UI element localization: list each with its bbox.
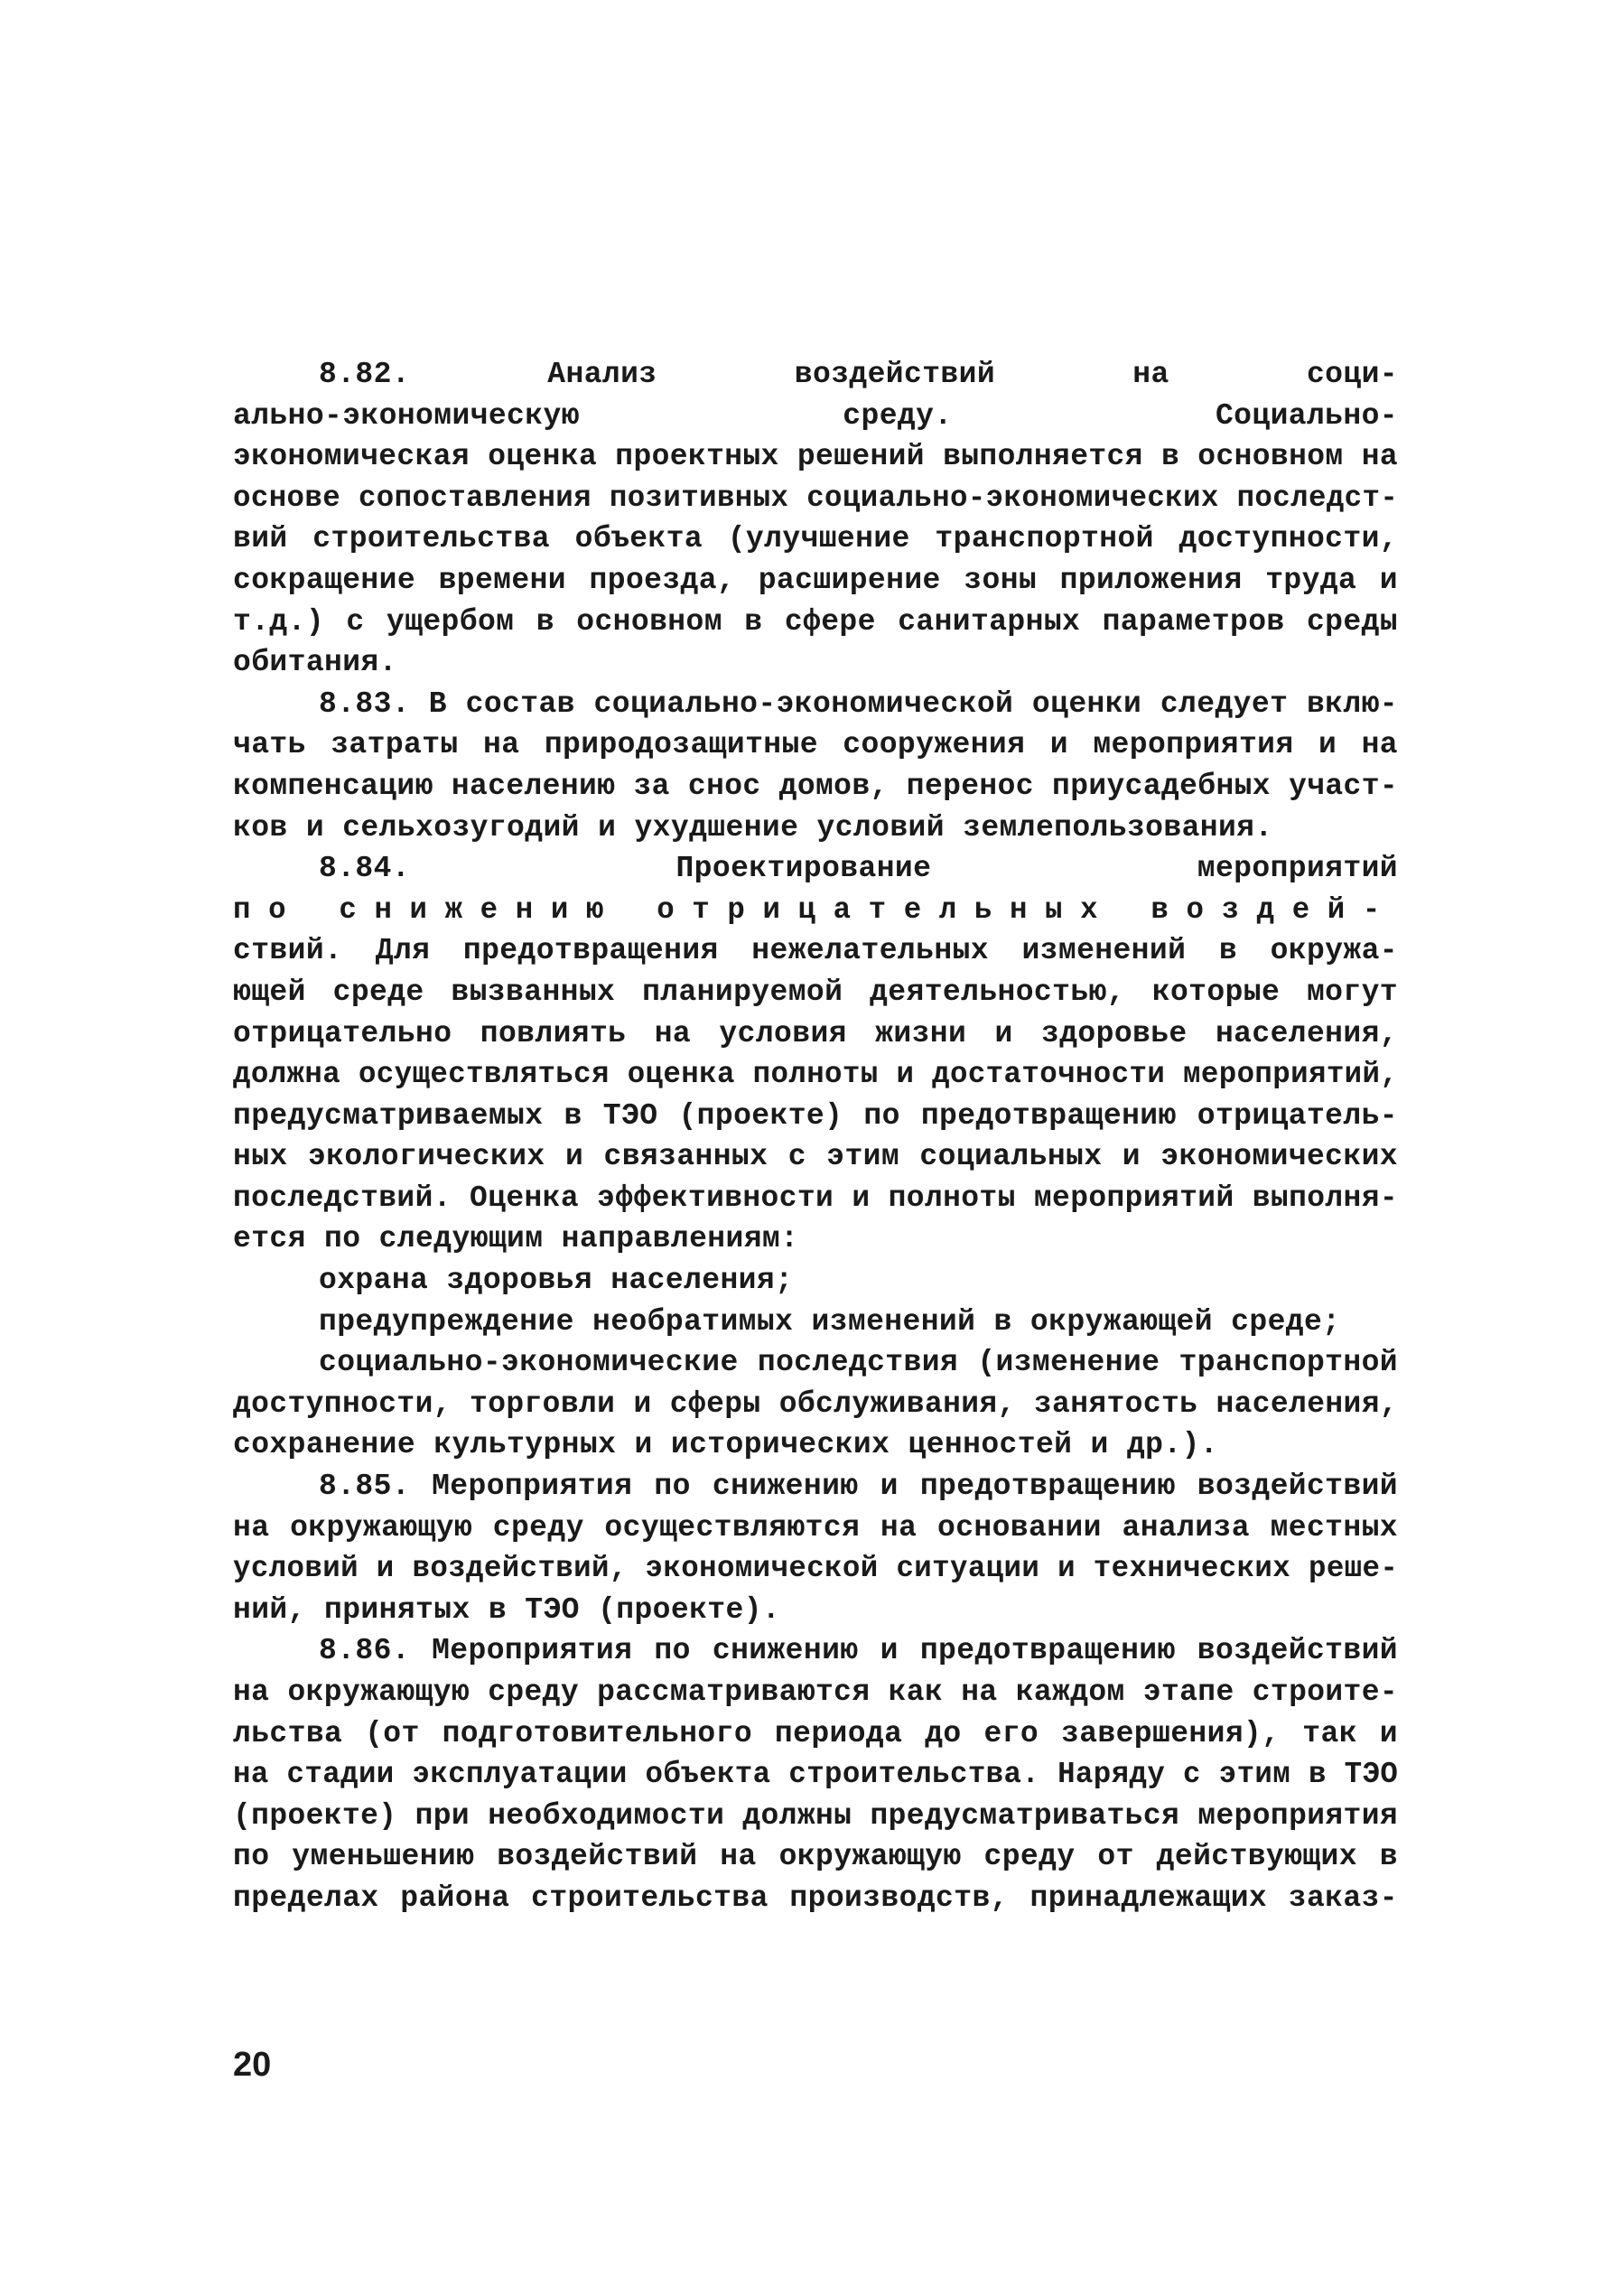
text-line: на окружающую среду осуществляются на основании анализа местных <box>233 1510 1398 1545</box>
text-line: 8.84. Проектирование мероприятий <box>319 852 1398 886</box>
text-line: ний, принятых в ТЭО (проекте). <box>233 1592 781 1627</box>
text-line: пределах района строительства производств, принадлежащих заказ- <box>233 1881 1398 1915</box>
text-line: 8.85. Мероприятия по снижению и предотвращению воздействий <box>319 1470 1398 1504</box>
text-line: льства (от подготовительного периода до его завершения), так и <box>233 1716 1398 1750</box>
text-line: чать затраты на природозащитные сооружения и мероприятия и на <box>233 728 1398 762</box>
text-line: на окружающую среду рассматриваются как на каждом этапе строите- <box>233 1675 1399 1709</box>
text-line: предусматриваемых в ТЭО (проекте) по предотвращению отрицатель- <box>233 1098 1398 1133</box>
text-line: на стадии эксплуатации объекта строительства. Наряду с этим в ТЭО <box>233 1758 1399 1792</box>
text-line: компенсацию населению за снос домов, перенос приусадебных участ- <box>233 769 1399 803</box>
list-item: предупреждение необратимых изменений в окружающей среде; <box>319 1304 1341 1339</box>
text-line: экономическая оценка проектных решений выполняется в основном на <box>233 440 1399 474</box>
text-line: по снижению отрицательных воздей- <box>233 892 1398 927</box>
text-line: 8.86. Мероприятия по снижению и предотвращению воздействий <box>319 1634 1398 1668</box>
list-item: социально-экономические последствия (изменение транспортной <box>319 1346 1398 1380</box>
body-text <box>233 354 1398 1919</box>
text-line: доступности, торговли и сферы обслуживания, занятость населения, <box>233 1386 1399 1421</box>
text-line: ствий. Для предотвращения нежелательных изменений в окружа- <box>233 934 1398 968</box>
list-item: охрана здоровья населения; <box>319 1264 794 1298</box>
text-line: сокращение времени проезда, расширение зоны приложения труда и <box>233 563 1398 597</box>
text-line: по уменьшению воздействий на окружающую среду от действующих в <box>233 1840 1398 1874</box>
text-line: ющей среде вызванных планируемой деятельностью, которые могут <box>233 975 1398 1009</box>
text-line: 8.83. В состав социально-экономической оценки следует вклю- <box>319 686 1398 721</box>
text-line: последствий. Оценка эффективности и полноты мероприятий выполня- <box>233 1181 1399 1215</box>
text-line: должна осуществляться оценка полноты и достаточности мероприятий, <box>233 1058 1399 1092</box>
text-line: вий строительства объекта (улучшение транспортной доступности, <box>233 522 1398 556</box>
section-number: 8.82. Анализ воздействий на соци- <box>319 358 1398 391</box>
text-line: ных экологических и связанных с этим социальных и экономических <box>233 1140 1398 1174</box>
text-line <box>233 354 1398 396</box>
text-line: основе сопоставления позитивных социально-экономических последст- <box>233 481 1399 515</box>
text-line: (проекте) при необходимости должны предусматриваться мероприятия <box>233 1798 1399 1833</box>
text-line: условий и воздействий, экономической ситуации и технических реше- <box>233 1552 1399 1586</box>
text-line: сохранение культурных и исторических ценностей и др.). <box>233 1428 1218 1462</box>
text-line: ется по следующим направлениям: <box>233 1222 799 1256</box>
text-line: ков и сельхозугодий и ухудшение условий землепользования. <box>233 810 1273 845</box>
text-line: отрицательно повлиять на условия жизни и здоровье населения, <box>233 1016 1398 1050</box>
text-line: т.д.) с ущербом в основном в сфере санитарных параметров среды <box>233 604 1398 639</box>
text-line: ально-экономическую среду. Социально- <box>233 398 1398 433</box>
page-number: 20 <box>233 2046 272 2084</box>
text-line: обитания. <box>233 646 397 680</box>
